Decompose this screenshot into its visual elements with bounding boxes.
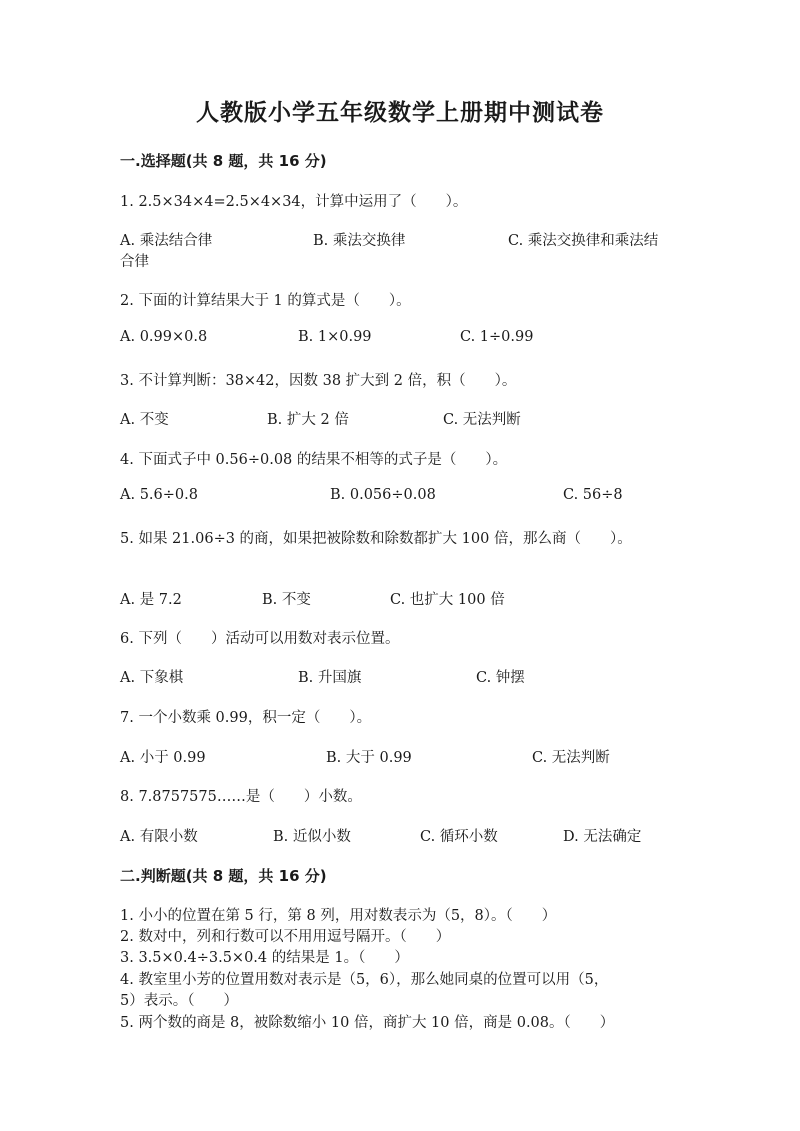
q5-option-a: A. 是 7.2 bbox=[120, 592, 182, 608]
judge-item-1: 1. 小小的位置在第 5 行，第 8 列，用对数表示为（5，8）。（ ） bbox=[120, 908, 557, 924]
question-1: 1. 2.5×34×4=2.5×4×34，计算中运用了（ ）。 bbox=[120, 194, 468, 210]
q1-option-c: C. 乘法交换律和乘法结 bbox=[508, 233, 659, 249]
q3-option-c: C. 无法判断 bbox=[443, 412, 521, 428]
q3-option-a: A. 不变 bbox=[120, 412, 169, 428]
question-7: 7. 一个小数乘 0.99，积一定（ ）。 bbox=[120, 710, 372, 726]
q8-option-c: C. 循环小数 bbox=[420, 829, 498, 845]
q5-option-c: C. 也扩大 100 倍 bbox=[390, 592, 505, 608]
page-title: 人教版小学五年级数学上册期中测试卷 bbox=[196, 100, 604, 126]
q7-option-c: C. 无法判断 bbox=[532, 750, 610, 766]
q2-option-b: B. 1×0.99 bbox=[298, 329, 372, 345]
question-6: 6. 下列（ ）活动可以用数对表示位置。 bbox=[120, 631, 400, 647]
judge-item-5: 5. 两个数的商是 8，被除数缩小 10 倍，商扩大 10 倍，商是 0.08。（ ） bbox=[120, 1015, 615, 1031]
section-heading-judge: 二.判断题(共 8 题，共 16 分) bbox=[120, 867, 327, 885]
q3-option-b: B. 扩大 2 倍 bbox=[267, 412, 349, 428]
q5-option-b: B. 不变 bbox=[262, 592, 311, 608]
q4-option-a: A. 5.6÷0.8 bbox=[120, 487, 198, 503]
section-heading-choice: 一.选择题(共 8 题，共 16 分) bbox=[120, 152, 327, 170]
q8-option-d: D. 无法确定 bbox=[563, 829, 642, 845]
judge-item-3: 3. 3.5×0.4÷3.5×0.4 的结果是 1。（ ） bbox=[120, 950, 409, 966]
judge-item-4-continued: 5）表示。（ ） bbox=[120, 993, 238, 1009]
q1-option-b: B. 乘法交换律 bbox=[313, 233, 406, 249]
q4-option-c: C. 56÷8 bbox=[563, 487, 623, 503]
question-2: 2. 下面的计算结果大于 1 的算式是（ ）。 bbox=[120, 293, 411, 309]
q1-option-a: A. 乘法结合律 bbox=[120, 233, 213, 249]
q7-option-b: B. 大于 0.99 bbox=[326, 750, 412, 766]
q2-option-c: C. 1÷0.99 bbox=[460, 329, 534, 345]
question-8: 8. 7.8757575……是（ ）小数。 bbox=[120, 789, 362, 805]
question-3: 3. 不计算判断：38×42，因数 38 扩大到 2 倍，积（ ）。 bbox=[120, 373, 517, 389]
q6-option-b: B. 升国旗 bbox=[298, 670, 362, 686]
q1-option-c-continued: 合律 bbox=[120, 254, 149, 270]
question-5: 5. 如果 21.06÷3 的商，如果把被除数和除数都扩大 100 倍，那么商（ ）。 bbox=[120, 531, 632, 547]
q4-option-b: B. 0.056÷0.08 bbox=[330, 487, 436, 503]
q6-option-a: A. 下象棋 bbox=[120, 670, 184, 686]
question-4: 4. 下面式子中 0.56÷0.08 的结果不相等的式子是（ ）。 bbox=[120, 452, 508, 468]
q7-option-a: A. 小于 0.99 bbox=[120, 750, 206, 766]
q2-option-a: A. 0.99×0.8 bbox=[120, 329, 208, 345]
q8-option-a: A. 有限小数 bbox=[120, 829, 198, 845]
judge-item-2: 2. 数对中，列和行数可以不用用逗号隔开。（ ） bbox=[120, 929, 451, 945]
judge-item-4: 4. 教室里小芳的位置用数对表示是（5，6），那么她同桌的位置可以用（5， bbox=[120, 972, 609, 988]
q8-option-b: B. 近似小数 bbox=[273, 829, 351, 845]
q6-option-c: C. 钟摆 bbox=[476, 670, 525, 686]
